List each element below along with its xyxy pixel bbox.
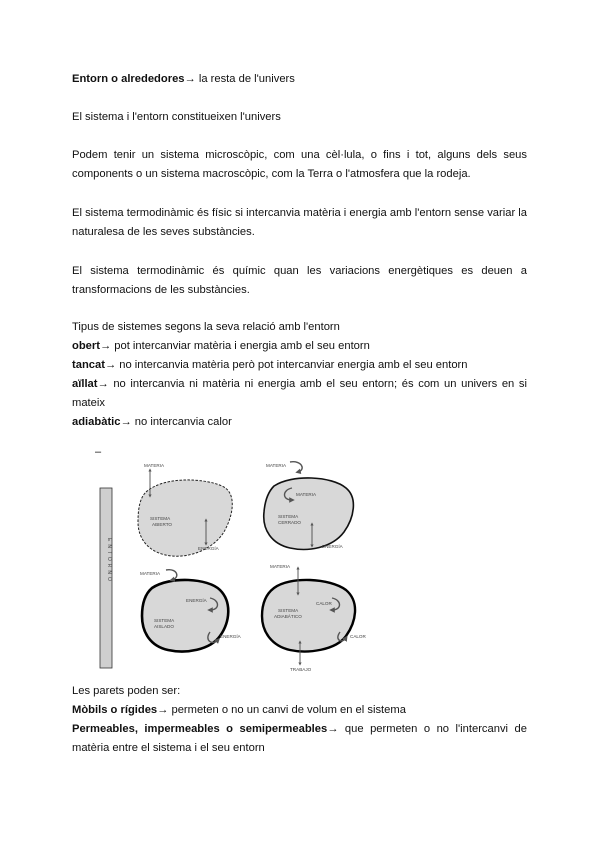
closed-energia-label: ENERGÍA — [322, 544, 343, 549]
adiabatic-sistema-label: SISTEMA — [278, 608, 299, 613]
systems-diagram — [94, 452, 384, 682]
paragraph-fisic: El sistema termodinàmic és físic si intercanvia matèria i energia amb l'entorn sense variar la naturalesa de les seves substàncies. — [72, 207, 527, 238]
type-adiabatic: adiabàtic→ no intercanvia calor — [72, 416, 232, 428]
entorno-label: ENTORNO — [106, 538, 112, 584]
isolated-energia-in-label: ENERGÍA — [186, 598, 207, 603]
adiabatic-materia-label: MATERIA — [270, 564, 291, 569]
line-entorn: Entorn o alrededores→ la resta de l'univers — [72, 73, 295, 85]
closed-tipo-label: CERRADO — [278, 520, 301, 525]
walls-heading: Les parets poden ser: — [72, 685, 181, 697]
adiabatic-trabajo-label: TRABAJO — [290, 667, 312, 672]
system-isolated — [140, 570, 242, 652]
line-univers: El sistema i l'entorn constitueixen l'univers — [72, 111, 281, 123]
adiabatic-calor-in-label: CALOR — [316, 601, 332, 606]
wall-permeables: Permeables, impermeables o semipermeables→ que permeten o no l'intercanvi de matèria entre el sistema i el seu entorn — [72, 723, 527, 754]
open-sistema-label: SISTEMA — [150, 516, 171, 521]
adiabatic-calor-out-label: CALOR — [350, 634, 366, 639]
paragraph-microscopic: Podem tenir un sistema microscòpic, com una cèl·lula, o fins i tot, alguns dels seus components o un sistema macroscòpic, com la Terra o l'atmosfera que la rodeja. — [72, 149, 527, 180]
open-materia-label: MATERIA — [144, 463, 165, 468]
type-tancat: tancat→ no intercanvia matèria però pot intercanviar energia amb el seu entorn — [72, 359, 468, 371]
paragraph-quimic: El sistema termodinàmic és químic quan les variacions energètiques es deuen a transformacions de les substàncies. — [72, 265, 527, 296]
open-energia-label: ENERGÍA — [198, 546, 219, 551]
types-heading: Tipus de sistemes segons la seva relació amb l'entorn — [72, 321, 340, 333]
adiabatic-tipo-label: ADIABÁTICO — [274, 614, 302, 619]
type-aillat: aïllat→ no intercanvia ni matèria ni energia amb el seu entorn; és com un univers en si mateix — [72, 378, 527, 409]
isolated-energia-out-label: ENERGÍA — [220, 634, 241, 639]
closed-materia-in-label: MATERIA — [296, 492, 317, 497]
type-obert: obert→ pot intercanviar matèria i energia amb el seu entorn — [72, 340, 370, 352]
isolated-sistema-label: SISTEMA — [154, 618, 175, 623]
system-adiabatic — [262, 564, 367, 672]
isolated-boundary — [142, 580, 228, 652]
closed-materia-out-label: MATERIA — [266, 463, 287, 468]
system-open — [138, 463, 232, 556]
isolated-materia-label: MATERIA — [140, 571, 161, 576]
system-closed — [264, 462, 354, 550]
figure-dash: – — [95, 446, 102, 458]
term-entorn: Entorn o alrededores — [72, 73, 185, 85]
wall-mobils: Mòbils o rígides→ permeten o no un canvi de volum en el sistema — [72, 704, 406, 716]
closed-sistema-label: SISTEMA — [278, 514, 299, 519]
open-tipo-label: ABIERTO — [152, 522, 172, 527]
isolated-tipo-label: AISLADO — [154, 624, 174, 629]
